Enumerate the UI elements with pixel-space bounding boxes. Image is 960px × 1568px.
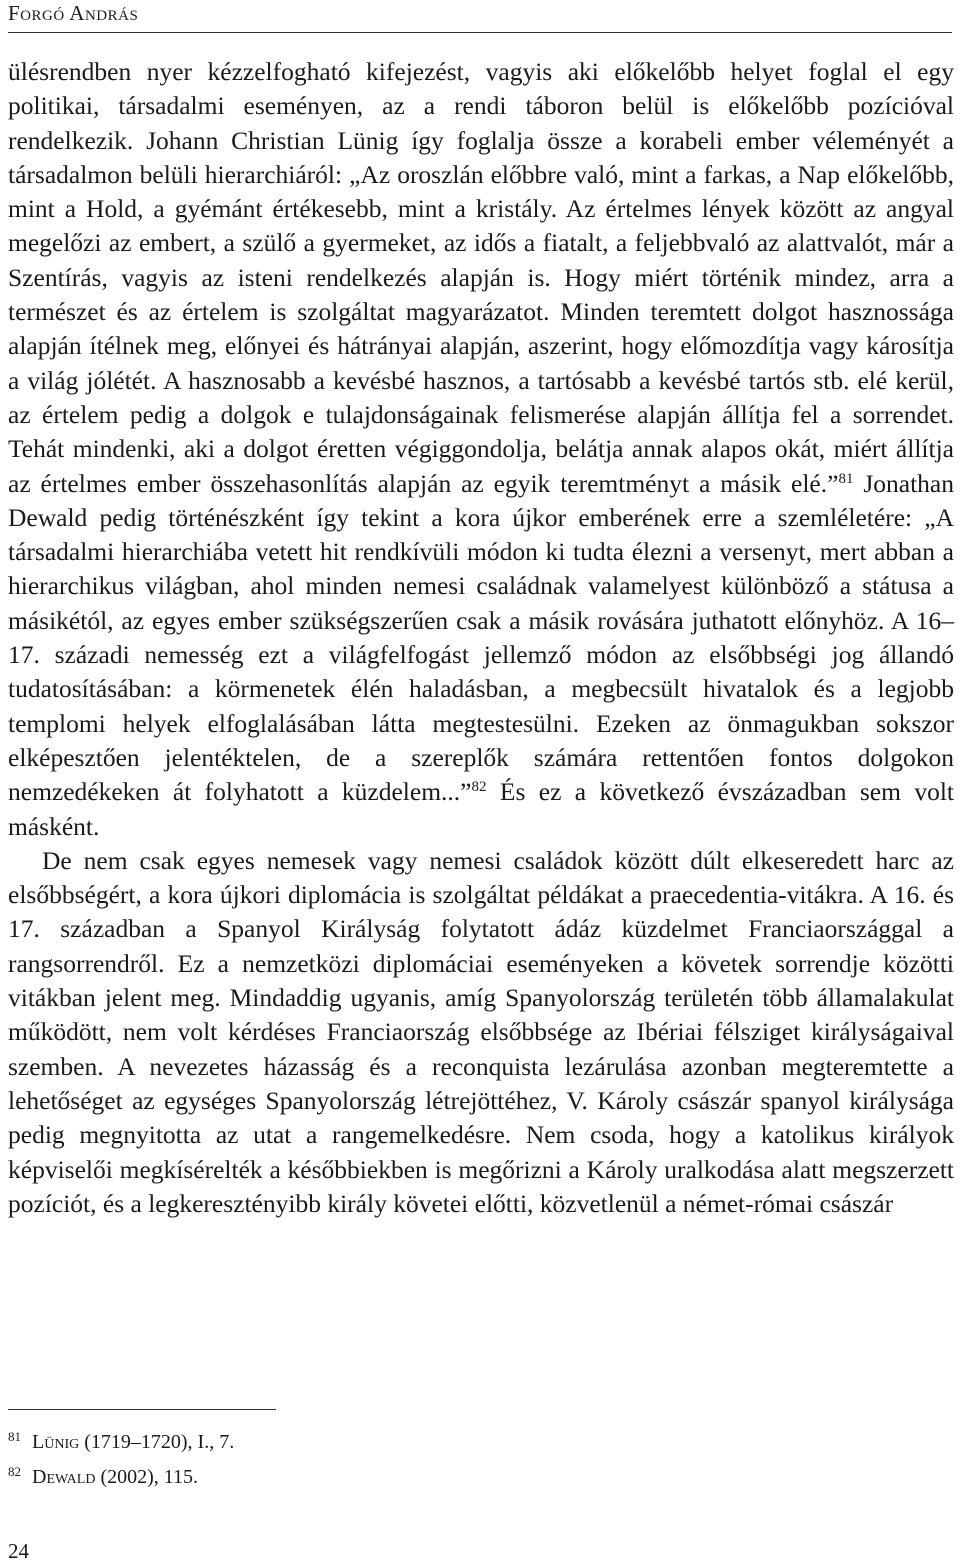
footnote: [8, 1422, 234, 1457]
footnote-author: Lünig: [32, 1431, 80, 1453]
header-rule: [8, 32, 952, 33]
footnote-author: Dewald: [32, 1466, 96, 1488]
paragraph-text: És ez a következő évszázadban sem volt másként.: [8, 777, 955, 841]
footnote-rule: [8, 1409, 276, 1410]
paragraph: [8, 55, 954, 844]
page-number: 24: [8, 1539, 29, 1563]
paragraph: [8, 844, 954, 1221]
footnote-citation: (2002), 115.: [95, 1466, 199, 1488]
footnote-citation: (1719–1720), I., 7.: [79, 1431, 235, 1453]
footnote-reference[interactable]: 81: [838, 470, 854, 487]
footnote-number: 82: [8, 1464, 21, 1479]
footnote-number: 81: [8, 1429, 21, 1444]
footnote-reference[interactable]: 82: [471, 779, 487, 796]
paragraph-text: ülésrendben nyer kézzelfogható kifejezést, vagyis aki előkelőbb helyet foglal el egy politikai, társadalmi eseményen, az a rendi táboron belül is előkelőbb pozícióval rendelkezik. Johann Christian Lünig így foglalja össze a korabeli ember véleményét a társadalmon belüli hierarchiáról: „Az oroszlán előbbre való, mint a farkas, a Nap előkelőbb, mint a Hold, a gyémánt értékesebb, mint a kristály. Az értelmes lények között az angyal megelőzi az embert, a szülő a gyermeket, az idős a fiatalt, a feljebbvaló az alattvalót, már a Szentírás, vagyis az isteni rendelkezés alapján is. Hogy miért történik mindez, arra a természet és az értelem is szolgáltat magyarázatot. Minden teremtett dolgot hasznossága alapján ítélnek meg, előnyei és hátrányai alapján, aszerint, hogy előmozdítja vagy károsítja a világ jólétét. A hasznosabb a kevésbé hasznos, a tartósabb a kevésbé tartós stb. elé kerül, az értelem pedig a dolgok e tulajdonságainak felismerése alapján állítja fel a sorrendet. Tehát mindenki, aki a dolgot éretten végiggondolja, belátja annak alapos okát, miért állítja az értelmes ember összehasonlítás alapján az egyik teremtményt a másik elé.”: [8, 57, 954, 498]
paragraph-text: De nem csak egyes nemesek vagy nemesi családok között dúlt elkeseredett harc az elsőbbségért, a kora újkori diplomácia is szolgáltat példákat a praecedentia-vitákra. A 16. és 17. században a Spanyol Királyság folytatott ádáz küzdelmet Franciaországgal a rangsorrendről. Ez a nemzetközi diplomáciai eseményeken a követek sorrendje közötti vitákban jelent meg. Mindaddig ugyanis, amíg Spanyolország területén több államalakulat működött, nem volt kérdéses Franciaország elsőbbsége az Ibériai félsziget királyságaival szemben. A nevezetes házasság és a reconquista lezárulása azonban megteremtette a lehetőséget az egységes Spanyolország létrejöttéhez, V. Károly császár spanyol királysága pedig megnyitotta az utat a rangemelkedésre. Nem csoda, hogy a katolikus királyok képviselői megkísérelték a későbbiekben is megőrizni a Károly uralkodása alatt megszerzett pozíciót, és a legkeresztényibb király követei előtti, közvetlenül a német-római császár: [8, 845, 954, 1218]
main-text: [8, 55, 954, 1221]
footnotes: [8, 1422, 234, 1492]
running-head: Forgó András: [8, 1, 139, 25]
footnote: [8, 1457, 234, 1492]
paragraph-text: Jonathan Dewald pedig történészként így tekint a kora újkor emberének erre a szemléletére: „A társadalmi hierarchiába vetett hit rendkívüli módon ki tudta élezni a versenyt, mert abban a hierarchikus világban, ahol minden nemesi családnak valamelyest különböző a státusa a másikétól, az egyes ember szükségszerűen csak a másik rovására juthatott előnyhöz. A 16–17. századi nemesség ezt a világfelfogást jellemző módon az elsőbbségi jog állandó tudatosításában: a körmenetek élén haladásban, a megbecsült hivatalok és a legjobb templomi helyek elfoglalásában látta megtestesülni. Ezeken az önmagukban sokszor elképesztően jelentéktelen, de a szereplők számára rettentően fontos dolgokon nemzedékeken át folyhatott a küzdelem...”: [8, 468, 954, 807]
